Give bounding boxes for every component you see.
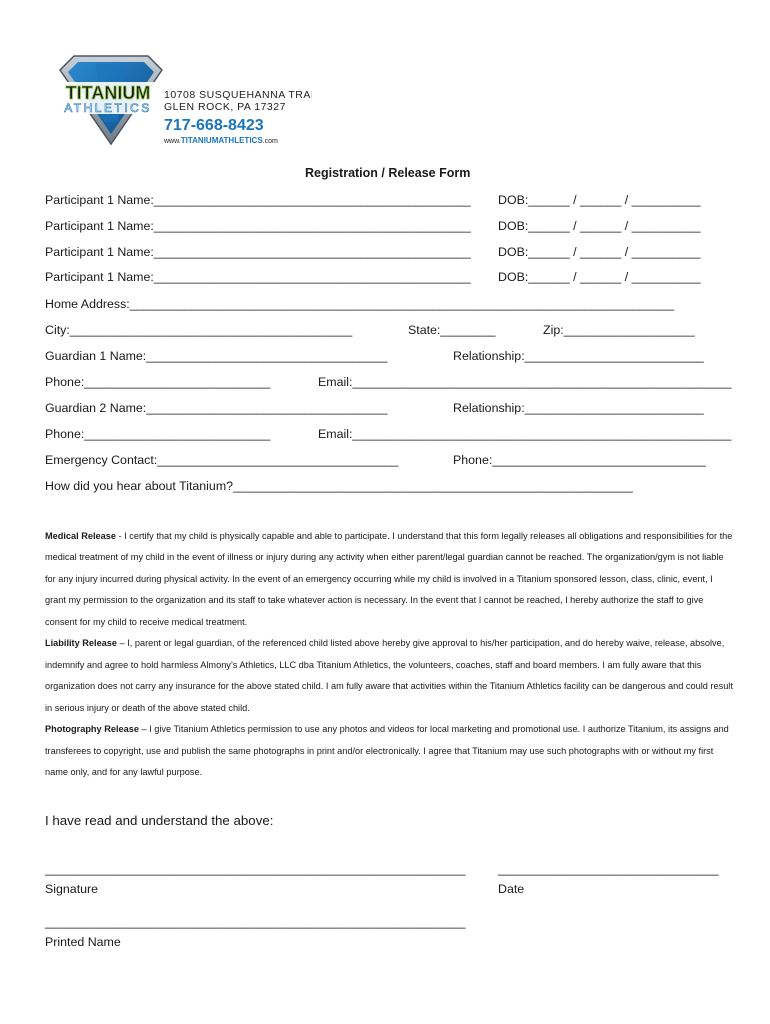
titanium-logo [52, 52, 312, 152]
guardian2-relationship-field[interactable]: Relationship:__________________________ [453, 401, 704, 415]
photography-release [45, 719, 735, 783]
acknowledgement-text: I have read and understand the above: [45, 813, 274, 828]
printed-name-line[interactable]: _____________________________________________________________ [45, 915, 466, 929]
participant-name-field[interactable]: Participant 1 Name:______________________________________________ [45, 270, 471, 284]
release-terms [45, 526, 735, 783]
guardian1-phone-field[interactable]: Phone:___________________________ [45, 375, 271, 389]
guardian2-phone-field[interactable]: Phone:___________________________ [45, 427, 271, 441]
participant-name-field[interactable]: Participant 1 Name:______________________________________________ [45, 245, 471, 259]
logo-website: www.TITANIUMATHLETICS.com [164, 136, 278, 145]
photography-release-text: – I give Titanium Athletics permission to use any photos and videos for local marketing and promotional use. I authorize Titanium, its assigns and transferees to copyright, use and publish the same photographs in print and/or electronically. I agree that Titanium may use such photographs with or without my first name only, and for any lawful purpose. [45, 724, 729, 777]
participant-dob-field[interactable]: DOB:______ / ______ / __________ [498, 270, 701, 284]
participant-name-field[interactable]: Participant 1 Name:______________________________________________ [45, 193, 471, 207]
logo-phone: 717-668-8423 [164, 117, 264, 134]
guardian1-email-field[interactable]: Email:_______________________________________________________ [318, 375, 732, 389]
home-address-field[interactable]: Home Address:_______________________________________________________________________________ [45, 297, 675, 311]
participant-name-field[interactable]: Participant 1 Name:______________________________________________ [45, 219, 471, 233]
participant-dob-field[interactable]: DOB:______ / ______ / __________ [498, 219, 701, 233]
guardian2-name-field[interactable]: Guardian 2 Name:___________________________________ [45, 401, 388, 415]
liability-release-text: – I, parent or legal guardian, of the referenced child listed above hereby give approval to his/her participation, and do hereby waive, release, absolve, indemnify and agree to hold harmless Almony’s Athletics, LLC dba Titanium Athletics, the volunteers, coaches, staff and board members. I am fully aware that this organization does not carry any insurance for the above stated child. I am fully aware that activities within the Titanium Athletics facility can be dangerous and could result in serious injury or death of the above stated child. [45, 638, 733, 713]
logo-graphic [52, 52, 312, 152]
heard-about-field[interactable]: How did you hear about Titanium?__________________________________________________________ [45, 479, 633, 493]
medical-release [45, 526, 735, 633]
guardian1-name-field[interactable]: Guardian 1 Name:___________________________________ [45, 349, 388, 363]
logo-brand-bottom: ATHLETICS [64, 101, 152, 115]
zip-field[interactable]: Zip:___________________ [543, 323, 695, 337]
emergency-phone-field[interactable]: Phone:_______________________________ [453, 453, 706, 467]
signature-label: Signature [45, 882, 99, 896]
medical-release-label: Medical Release [45, 531, 116, 541]
emergency-contact-field[interactable]: Emergency Contact:___________________________________ [45, 453, 399, 467]
photography-release-label: Photography Release [45, 724, 139, 735]
city-field[interactable]: City:_________________________________________ [45, 323, 353, 337]
liability-release [45, 633, 735, 719]
state-field[interactable]: State:________ [408, 323, 496, 337]
logo-address-line1: 10708 SUSQUEHANNA TRAIL [164, 89, 312, 101]
liability-release-label: Liability Release [45, 638, 118, 649]
date-label: Date [498, 882, 525, 896]
printed-name-label: Printed Name [45, 935, 121, 949]
date-line[interactable]: ________________________________ [498, 862, 719, 876]
guardian2-email-field[interactable]: Email:_______________________________________________________ [318, 427, 732, 441]
guardian1-relationship-field[interactable]: Relationship:__________________________ [453, 349, 704, 363]
form-title: Registration / Release Form [305, 166, 471, 180]
medical-release-text: - I certify that my child is physically capable and able to participate. I understand that this form legally releases all obligations and responsibilities for the medical treatment of my child in the event of illness or injury during any activity when either parent/legal guardian cannot be reached. The organization/gym is not liable for any injury incurred during physical activity. In the event of an emergency occurring while my child is involved in a Titanium sponsored lesson, class, clinic, event, I grant my permission to the organization and its staff to take whatever action is necessary. In the event that I cannot be reached, I hereby authorize the staff to give consent for my child to receive medical treatment. [45, 531, 733, 627]
logo-brand-top: TITANIUM [65, 83, 151, 103]
participant-dob-field[interactable]: DOB:______ / ______ / __________ [498, 245, 701, 259]
signature-line[interactable]: _____________________________________________________________ [45, 862, 466, 876]
participant-dob-field[interactable]: DOB:______ / ______ / __________ [498, 193, 701, 207]
logo-address-line2: GLEN ROCK, PA 17327 [164, 101, 286, 113]
